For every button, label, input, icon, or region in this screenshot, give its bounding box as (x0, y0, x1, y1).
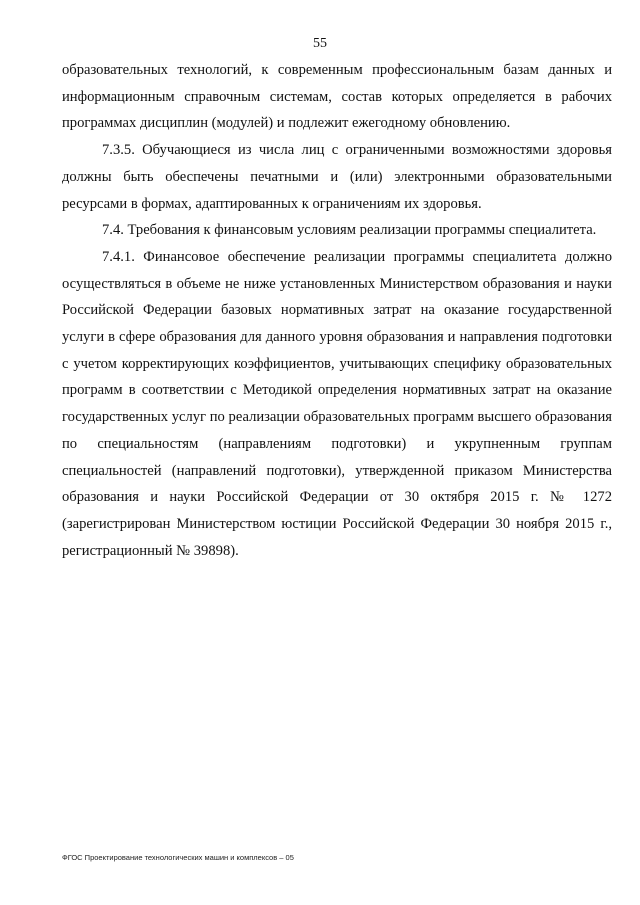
document-footer: ФГОС Проектирование технологических машин и комплексов – 05 (62, 853, 294, 862)
paragraph-7-3-5: 7.3.5. Обучающиеся из числа лиц с ограниченными возможностями здоровья должны быть обеспечены печатными и (или) электронными образовательными ресурсами в формах, адаптированных к ограничениям их здоровья. (62, 142, 612, 212)
paragraph-7-4-1: 7.4.1. Финансовое обеспечение реализации программы специалитета должно осуществляться в объеме не ниже установленных Министерством образования и науки Российской Федерации базовых нормативных затрат на оказание государственной услуги в сфере образования для данного уровня образования и направления подготовки с учетом корректирующих коэффициентов, учитывающих специфику образовательных программ в соответствии с Методикой определения нормативных затрат на оказание государственных услуг по реализации образовательных программ высшего образования по специальностям (направлениям подготовки) и укрупненным группам специальностей (направлений подготовки), утвержденной приказом Министерства образования и науки Российской Федерации от 30 октября 2015 г. № 1272 (зарегистрирован Министерством юстиции Российской Федерации 30 ноября 2015 г., регистрационный № 39898). (62, 248, 612, 559)
paragraph-7-4-heading: 7.4. Требования к финансовым условиям реализации программы специалитета. (102, 222, 597, 239)
document-body (62, 57, 612, 564)
page-number: 55 (313, 36, 327, 51)
paragraph-continuation: образовательных технологий, к современным профессиональным базам данных и информационным справочным системам, состав которых определяется в рабочих программах дисциплин (модулей) и подлежит ежегодному обновлению. (62, 62, 612, 132)
